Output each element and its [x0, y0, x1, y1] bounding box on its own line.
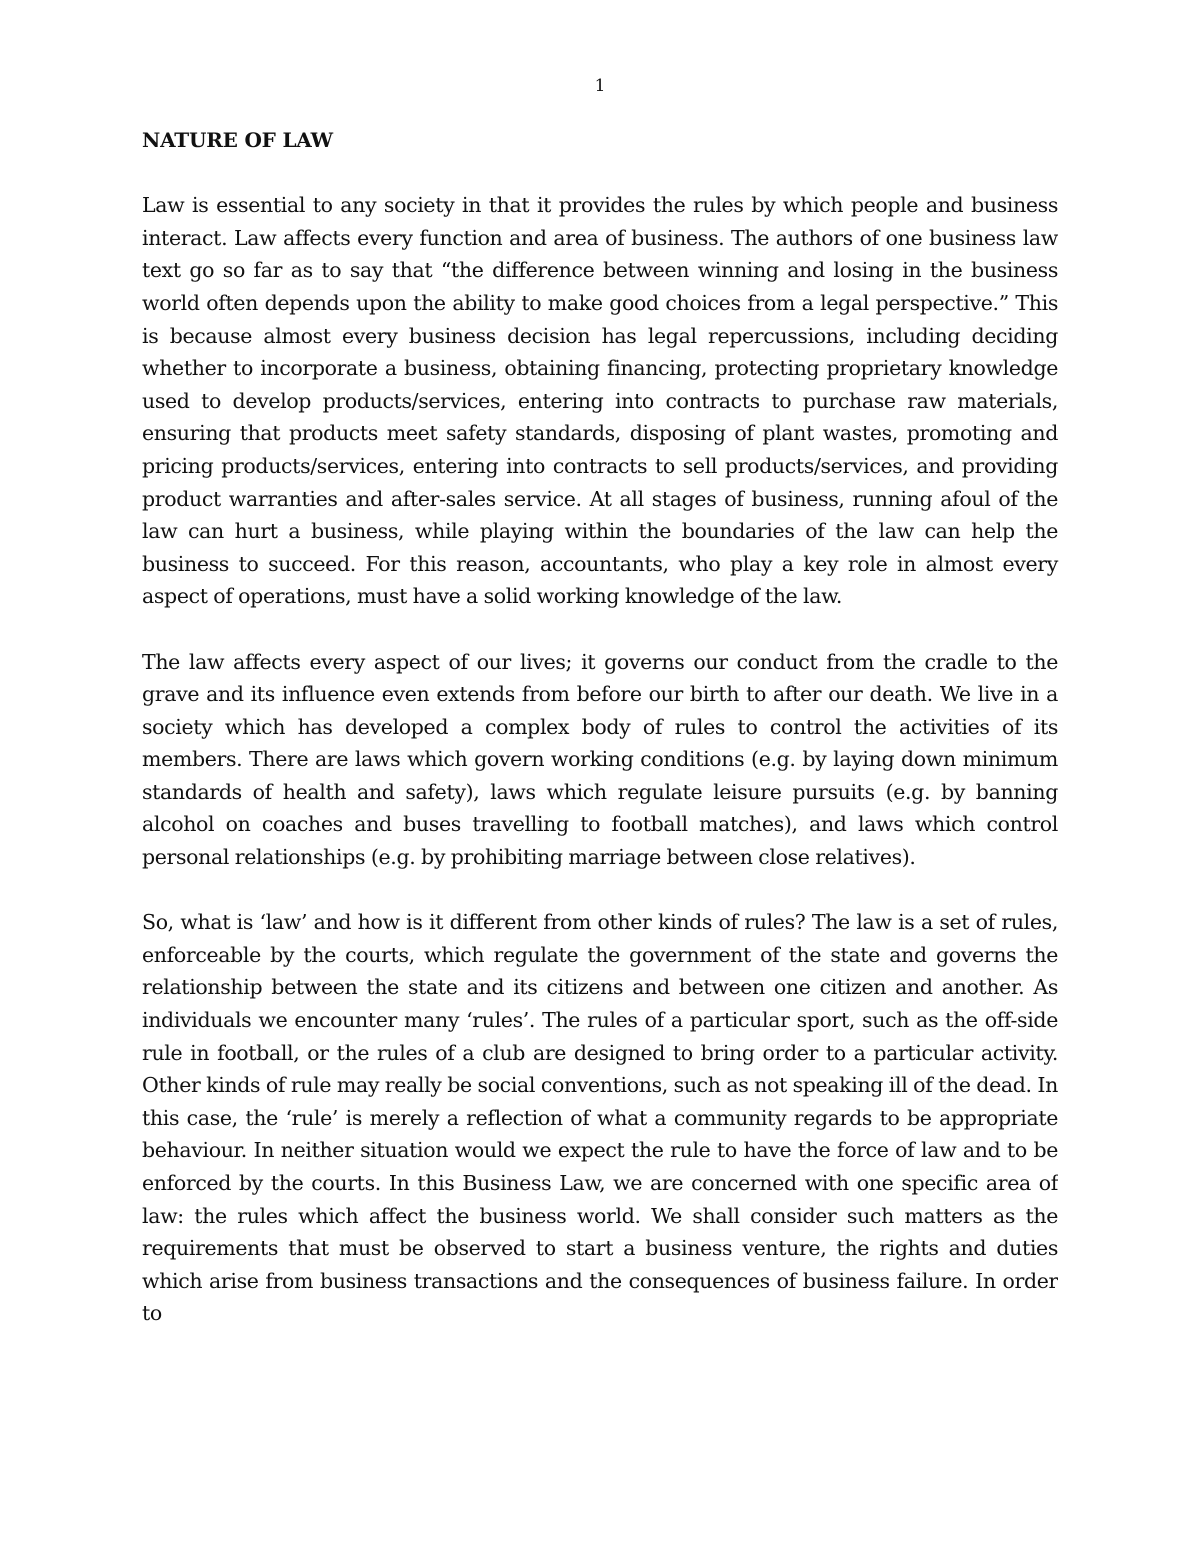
paragraph-business-law: Law is essential to any society in that it provides the rules by which people and business interact. Law affects every function and area of business. The authors of one business law text go so far as to say that “the difference between winning and losing in the business world often depends upon the ability to make good choices from a legal perspective.” This is because almost every business decision has legal repercussions, including deciding whether to incorporate a business, obtaining financing, protecting proprietary knowledge used to develop products/services, entering into contracts to purchase raw materials, ensuring that products meet safety standards, disposing of plant wastes, promoting and pricing products/services, entering into contracts to sell products/services, and providing product warranties and after-sales service. At all stages of business, running afoul of the law can hurt a business, while playing within the boundaries of the law can help the business to succeed. For this reason, accountants, who play a key role in almost every aspect of operations, must have a solid working knowledge of the law.: [142, 193, 1058, 609]
document-body: [142, 124, 1058, 1395]
paragraph-what-is-law: So, what is ‘law’ and how is it different from other kinds of rules? The law is a set of rules, enforceable by the courts, which regulate the government of the state and governs the relationship between the state and its citizens and between one citizen and another. As individuals we encounter many ‘rules’. The rules of a particular sport, such as the off-side rule in football, or the rules of a club are designed to bring order to a particular activity. Other kinds of rule may really be social conventions, such as not speaking ill of the dead. In this case, the ‘rule’ is merely a reflection of what a community regards to be appropriate behaviour. In neither situation would we expect the rule to have the force of law and to be enforced by the courts. In this Business Law, we are concerned with one specific area of law: the rules which affect the business world. We shall consider such matters as the requirements that must be observed to start a business venture, the rights and duties which arise from business transactions and the consequences of business failure. In order to: [142, 910, 1058, 1326]
document-heading: NATURE OF LAW: [142, 128, 333, 152]
page-number: 1: [594, 76, 606, 96]
paragraph-law-affects-lives: The law affects every aspect of our lives; it governs our conduct from the cradle to the grave and its influence even extends from before our birth to after our death. We live in a society which has developed a complex body of rules to control the activities of its members. There are laws which govern working conditions (e.g. by laying down minimum standards of health and safety), laws which regulate leisure pursuits (e.g. by banning alcohol on coaches and buses travelling to football matches), and laws which control personal relationships (e.g. by prohibiting marriage between close relatives).: [142, 649, 1058, 870]
